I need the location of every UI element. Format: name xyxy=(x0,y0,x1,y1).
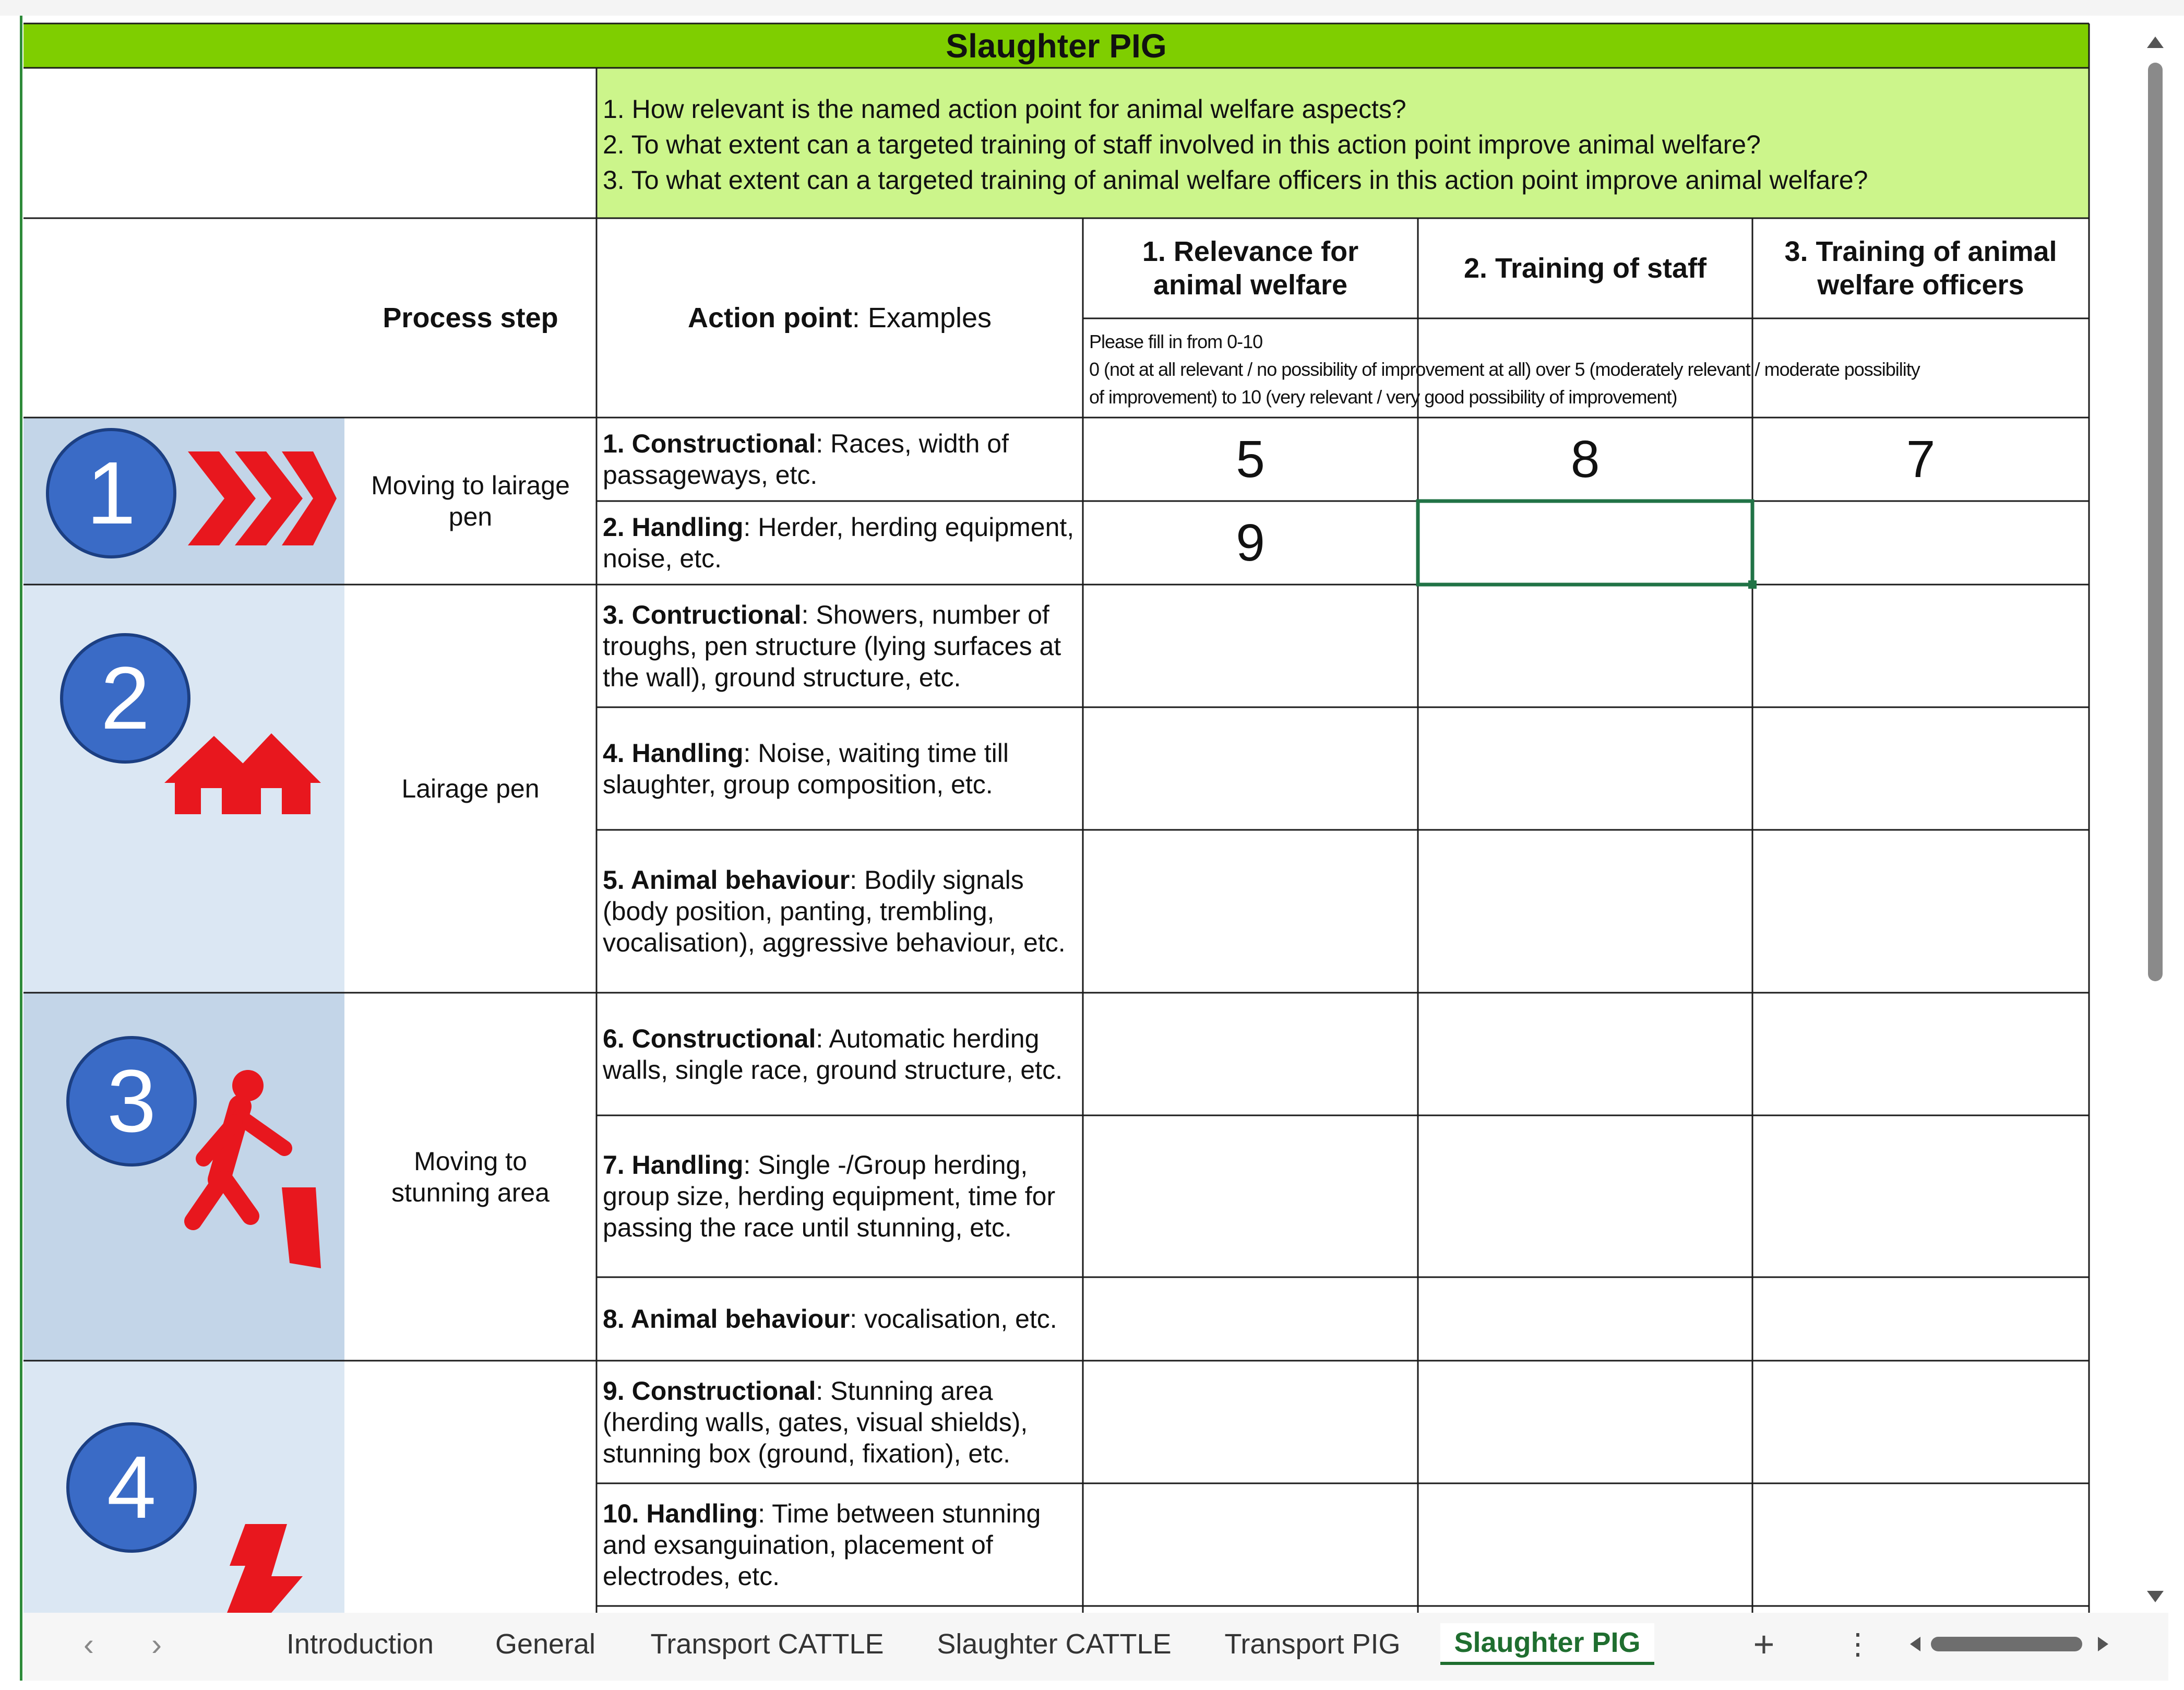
action-point-header-rest: : Examples xyxy=(852,302,992,334)
action-point-7[interactable] xyxy=(596,1115,1083,1277)
action-point-7-rest: : Single -/Group herding, group size, herding equipment, time for passing the race until stunning, etc. xyxy=(603,1150,1056,1242)
note-line-3: of improvement) to 10 (very relevant / very good possibility of improvement) xyxy=(1089,386,1677,408)
action-point-9-rest: : Stunning area (herding walls, gates, visual shields), stunning box (ground, fixation), etc. xyxy=(603,1376,1028,1468)
action-point-9[interactable] xyxy=(596,1361,1083,1483)
question-3: 3. To what extent can a targeted training of animal welfare officers in this action point improve animal welfare? xyxy=(603,165,1868,195)
question-list xyxy=(603,91,2085,198)
vertical-scrollbar[interactable] xyxy=(2140,21,2171,1613)
cell-officers-1[interactable]: 7 xyxy=(1906,430,1936,489)
add-sheet-button[interactable]: + xyxy=(1753,1624,1775,1664)
fill-in-note xyxy=(1083,321,2089,418)
tab-slaughter-cattle[interactable]: Slaughter CATTLE xyxy=(937,1628,1172,1660)
action-point-4[interactable] xyxy=(596,707,1083,830)
process-step-3: Moving to stunning area xyxy=(391,1146,550,1207)
action-point-1-rest: : Races, width of passageways, etc. xyxy=(603,429,1009,490)
action-point-6-rest: : Automatic herding walls, single race, ground structure, etc. xyxy=(603,1023,1063,1085)
question-1: 1. How relevant is the named action point for animal welfare aspects? xyxy=(603,94,1406,124)
action-point-header-bold: Action point xyxy=(687,302,852,334)
step4-number: 4 xyxy=(106,1438,157,1537)
action-point-1[interactable] xyxy=(596,418,1083,501)
prev-sheet-arrow-icon[interactable]: ‹ xyxy=(83,1626,94,1662)
tab-slaughter-pig[interactable]: Slaughter PIG xyxy=(1440,1623,1654,1665)
step2-number: 2 xyxy=(100,649,150,748)
action-point-8[interactable] xyxy=(596,1277,1083,1361)
action-point-header xyxy=(596,218,1083,418)
scroll-down-arrow-icon[interactable] xyxy=(2147,1591,2164,1602)
action-point-9-bold: 9. Constructional xyxy=(603,1376,816,1406)
tab-transport-pig[interactable]: Transport PIG xyxy=(1224,1628,1401,1660)
vertical-scroll-thumb[interactable] xyxy=(2148,63,2163,981)
action-point-2-rest: : Herder, herding equipment, noise, etc. xyxy=(603,513,1075,573)
action-point-7-bold: 7. Handling xyxy=(603,1150,744,1180)
action-point-5[interactable] xyxy=(596,830,1083,993)
action-point-2[interactable] xyxy=(596,501,1083,585)
action-point-10-bold: 10. Handling xyxy=(603,1498,758,1528)
step1-number: 1 xyxy=(86,444,136,543)
cell-relevance-1[interactable]: 5 xyxy=(1236,430,1265,489)
action-point-8-rest: : vocalisation, etc. xyxy=(850,1304,1057,1334)
process-step-4 xyxy=(355,1361,586,1613)
action-point-4-bold: 4. Handling xyxy=(603,738,744,768)
scroll-up-arrow-icon[interactable] xyxy=(2147,37,2164,48)
col3-header: 3. Training of animal welfare officers xyxy=(1784,236,2057,301)
cell-staff-2-selected[interactable] xyxy=(1418,501,1752,585)
tab-transport-cattle[interactable]: Transport CATTLE xyxy=(650,1628,884,1660)
action-point-10-rest: : Time between stunning and exsanguination, placement of electrodes, etc. xyxy=(603,1498,1041,1591)
tab-general[interactable]: General xyxy=(495,1628,596,1660)
cell-officers-2[interactable] xyxy=(1752,501,2089,585)
action-point-3-rest: : Showers, number of troughs, pen structure (lying surfaces at the wall), ground structure, etc. xyxy=(603,600,1061,692)
action-point-5-bold: 5. Animal behaviour xyxy=(603,865,850,895)
col2-header: 2. Training of staff xyxy=(1463,253,1707,284)
action-point-3[interactable] xyxy=(596,585,1083,707)
action-point-6-bold: 6. Constructional xyxy=(603,1023,816,1053)
cell-staff-1[interactable]: 8 xyxy=(1570,430,1600,489)
process-step-2: Lairage pen xyxy=(401,774,540,803)
process-step-1: Moving to lairage pen xyxy=(371,471,570,531)
scroll-right-arrow-icon[interactable] xyxy=(2098,1637,2108,1651)
horizontal-scrollbar[interactable] xyxy=(1894,1623,2124,1665)
action-point-5-rest: : Bodily signals (body position, panting, trembling, vocalisation), aggressive behaviour, etc. xyxy=(603,865,1066,957)
cell-relevance-2[interactable]: 9 xyxy=(1236,513,1265,572)
note-line-1: Please fill in from 0-10 xyxy=(1089,331,1263,352)
col1-header: 1. Relevance for animal welfare xyxy=(1142,236,1359,301)
action-point-10[interactable] xyxy=(596,1483,1083,1606)
tab-introduction[interactable]: Introduction xyxy=(286,1628,434,1660)
horizontal-scroll-thumb[interactable] xyxy=(1931,1637,2082,1651)
action-point-1-bold: 1. Constructional xyxy=(603,429,816,458)
action-point-3-bold: 3. Contructional xyxy=(603,600,802,629)
scroll-left-arrow-icon[interactable] xyxy=(1910,1637,1920,1651)
sheet-title: Slaughter PIG xyxy=(946,27,1167,65)
more-options-icon[interactable]: ⋮ xyxy=(1843,1627,1872,1660)
step3-number: 3 xyxy=(106,1052,157,1151)
next-sheet-arrow-icon[interactable]: › xyxy=(151,1626,162,1662)
process-step-header: Process step xyxy=(383,302,558,334)
question-2: 2. To what extent can a targeted training of staff involved in this action point improve animal welfare? xyxy=(603,130,1761,159)
action-point-8-bold: 8. Animal behaviour xyxy=(603,1304,850,1334)
note-line-2: 0 (not at all relevant / no possibility of improvement at all) over 5 (moderately relevant / moderate possibility xyxy=(1089,359,1920,380)
action-point-6[interactable] xyxy=(596,993,1083,1115)
action-point-4-rest: : Noise, waiting time till slaughter, group composition, etc. xyxy=(603,738,1009,799)
action-point-2-bold: 2. Handling xyxy=(603,513,744,542)
